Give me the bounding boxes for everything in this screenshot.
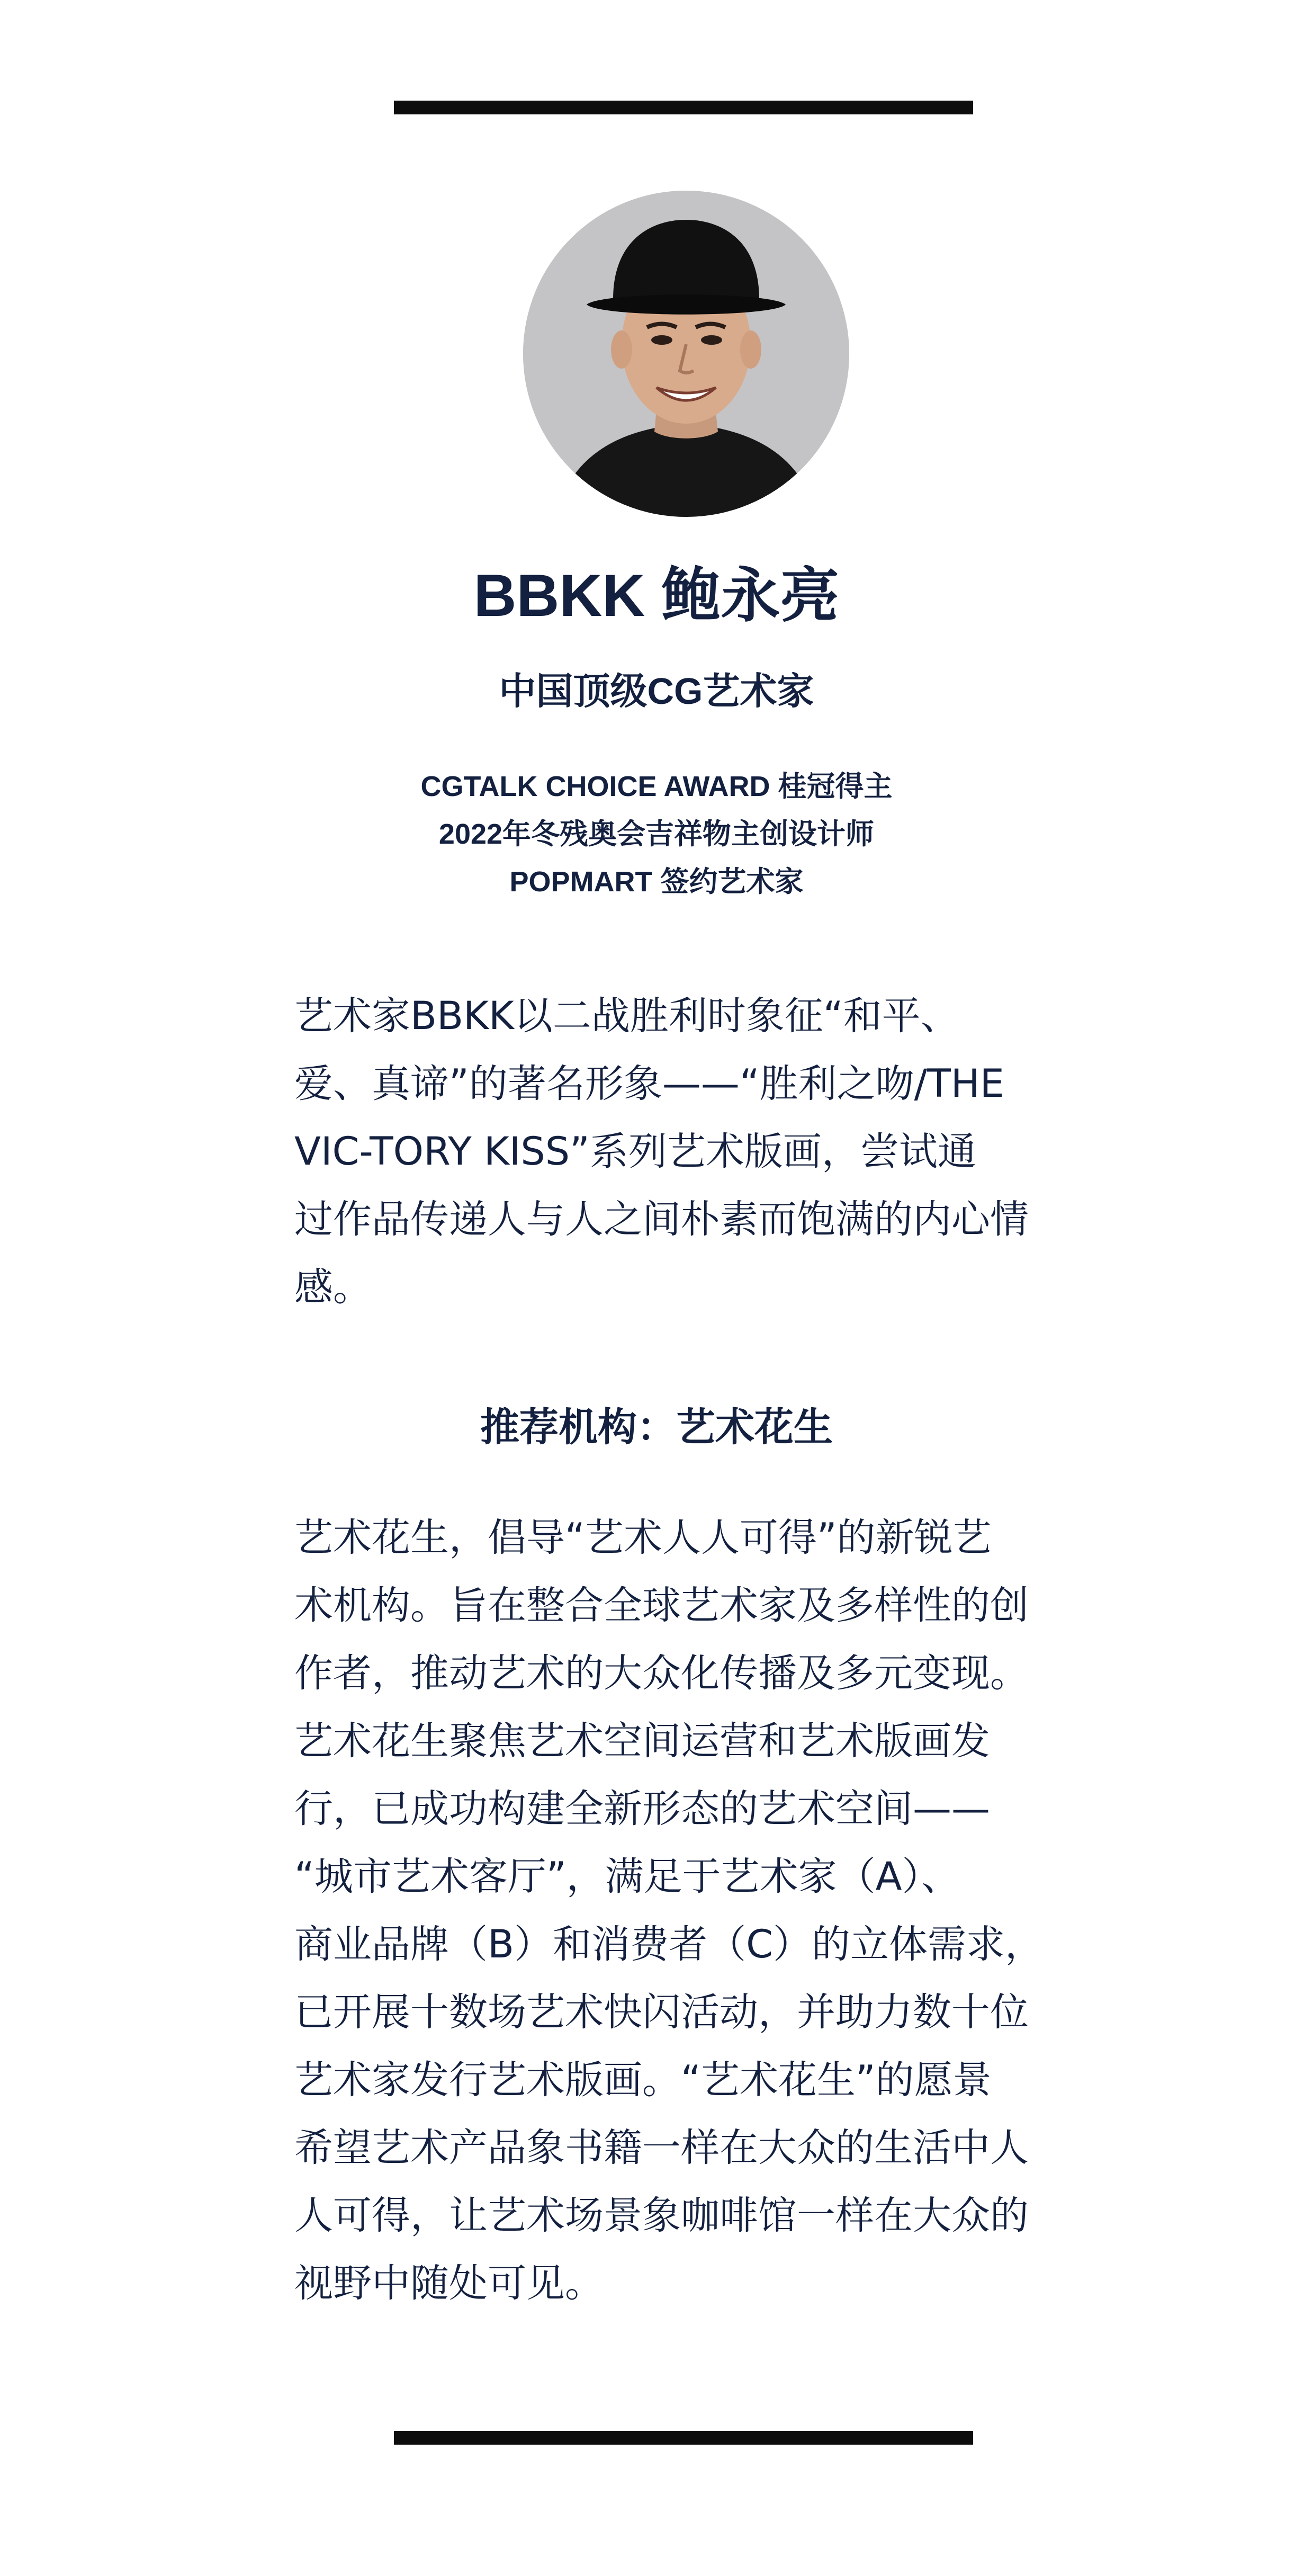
bottom-divider — [394, 2431, 973, 2445]
intro-paragraph — [294, 982, 1089, 1321]
intro-line: 爱、真谛”的著名形象——“胜利之吻/THE — [294, 1061, 1004, 1106]
honor-item: POPMART 签约艺术家 — [509, 866, 804, 898]
intro-line: 艺术家BBKK以二战胜利时象征“和平、 — [294, 994, 959, 1039]
honor-item: CGTALK CHOICE AWARD 桂冠得主 — [420, 771, 893, 802]
artist-honors — [0, 763, 1313, 906]
artist-title: 中国顶级CG艺术家 — [499, 670, 814, 712]
intro-line: VIC-TORY KISS”系列艺术版画，尝试通 — [294, 1129, 976, 1174]
organization-line: 已开展十数场艺术快闪活动，并助力数十位 — [294, 1990, 1029, 2035]
organization-line: 视野中随处可见。 — [294, 2261, 604, 2306]
organization-line: 行，已成功构建全新形态的艺术空间—— — [294, 1786, 990, 1831]
organization-line: 艺术家发行艺术版画。“艺术花生”的愿景 — [294, 2058, 992, 2103]
portrait-avatar-icon — [523, 191, 849, 517]
organization-line: 艺术花生，倡导“艺术人人可得”的新锐艺 — [294, 1515, 992, 1560]
honor-item: 2022年冬残奥会吉祥物主创设计师 — [438, 818, 875, 850]
organization-line: “城市艺术客厅”，满足于艺术家（A）、 — [294, 1854, 960, 1899]
organization-line: 作者，推动艺术的大众化传播及多元变现。 — [294, 1651, 1029, 1696]
organization-line: 人可得，让艺术场景象咖啡馆一样在大众的 — [294, 2193, 1029, 2238]
intro-line: 感。 — [294, 1265, 372, 1310]
organization-paragraph — [294, 1504, 1089, 2318]
organization-line: 希望艺术产品象书籍一样在大众的生活中人 — [294, 2125, 1029, 2170]
intro-line: 过作品传递人与人之间朴素而饱满的内心情 — [294, 1197, 1029, 1242]
organization-line: 术机构。旨在整合全球艺术家及多样性的创 — [294, 1583, 1029, 1628]
avatar-illustration — [523, 191, 849, 517]
organization-heading: 推荐机构：艺术花生 — [480, 1405, 833, 1449]
artist-name: BBKK 鲍永亮 — [473, 562, 840, 629]
organization-line: 艺术花生聚焦艺术空间运营和艺术版画发 — [294, 1719, 990, 1764]
organization-line: 商业品牌（B）和消费者（C）的立体需求， — [294, 1922, 1044, 1967]
top-divider — [394, 101, 973, 114]
